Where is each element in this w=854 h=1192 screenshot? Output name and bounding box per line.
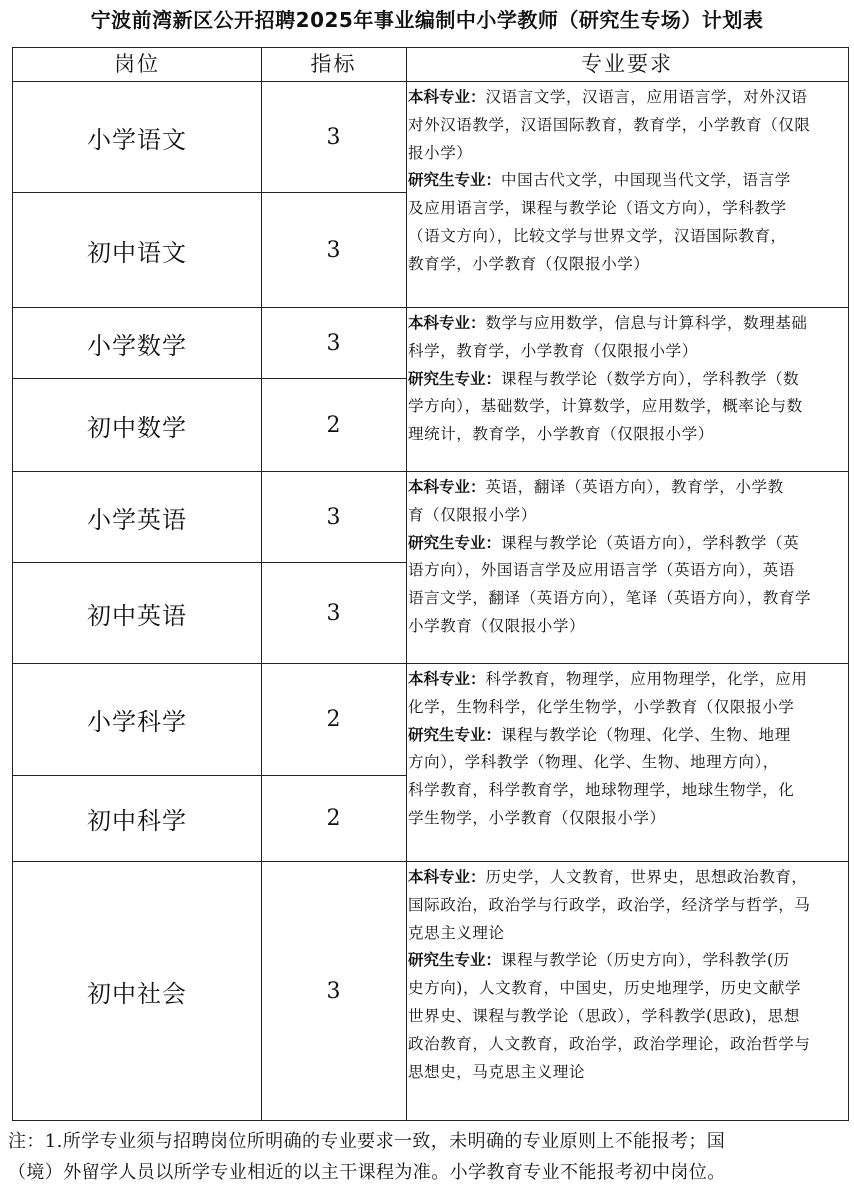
requirement-text: （语文方向），比较文学与世界文学，汉语国际教育， <box>408 226 787 245</box>
requirement-text: 英语，翻译（英语方向），教育学，小学教 <box>485 478 784 496</box>
position-cell: 小学语文 <box>87 125 187 154</box>
requirement-line <box>408 805 848 833</box>
requirement-label: 本科专业： <box>408 868 486 886</box>
requirement-label: 研究生专业： <box>408 725 502 744</box>
footnote-line: 注：1.所学专业须与招聘岗位所明确的专业要求一致，未明确的专业原则上不能报考；国 <box>8 1131 726 1152</box>
requirement-line <box>408 920 848 948</box>
requirements-cell-chinese <box>408 84 848 279</box>
requirement-line <box>408 557 848 585</box>
position-cell: 初中语文 <box>87 238 187 267</box>
requirement-text: 报小学） <box>408 143 473 162</box>
requirement-text: 小学教育（仅限报小学） <box>408 616 586 635</box>
requirement-line <box>408 585 848 613</box>
quota-cell: 2 <box>326 707 341 732</box>
requirement-text: 课程与教学论（英语方向），学科教学（英 <box>501 533 800 552</box>
requirements-cell-english <box>408 474 848 641</box>
table-rule <box>12 1120 849 1121</box>
requirement-text: 课程与教学论（数学方向），学科教学（数 <box>501 369 800 388</box>
requirement-label: 研究生专业： <box>408 369 502 388</box>
requirement-text: 汉语言文学，汉语言，应用语言学，对外汉语 <box>485 88 808 106</box>
quota-cell: 3 <box>326 237 341 263</box>
requirement-line <box>408 310 848 338</box>
requirement-line <box>408 1031 848 1059</box>
requirement-line <box>408 1059 848 1087</box>
requirement-text: 数学与应用数学，信息与计算科学，数理基础 <box>485 314 808 332</box>
requirement-line <box>408 694 848 722</box>
position-cell: 小学英语 <box>87 505 187 534</box>
position-cell: 初中数学 <box>87 413 187 442</box>
requirement-line <box>408 223 848 251</box>
header-quota: 指标 <box>310 52 357 76</box>
requirement-line <box>408 167 848 195</box>
requirement-text: 学方向），基础数学，计算数学，应用数学，概率论与数 <box>408 397 803 416</box>
requirement-label: 本科专业： <box>408 88 486 106</box>
requirements-cell-science <box>408 666 848 833</box>
requirement-text: 育（仅限报小学） <box>408 505 537 524</box>
requirement-line <box>408 892 848 920</box>
quota-cell: 3 <box>326 600 341 626</box>
quota-cell: 2 <box>326 806 341 831</box>
quota-cell: 2 <box>326 412 341 438</box>
requirement-line <box>408 421 848 449</box>
requirement-text: 课程与教学论（历史方向），学科教学(历 <box>501 951 790 970</box>
requirement-text: 中国古代文学，中国现当代文学，语言学 <box>501 171 791 190</box>
page-title: 宁波前湾新区公开招聘2025年事业编制中小学教师（研究生专场）计划表 <box>90 8 764 32</box>
requirement-line <box>408 112 848 140</box>
requirement-text: 学生物学，小学教育（仅限报小学） <box>408 808 666 827</box>
requirement-line <box>408 474 848 502</box>
requirement-line <box>408 393 848 421</box>
header-position: 岗位 <box>114 52 160 76</box>
requirement-line <box>408 502 848 530</box>
requirement-line <box>408 975 848 1003</box>
position-cell: 初中社会 <box>87 979 187 1008</box>
header-requirements: 专业要求 <box>581 52 673 76</box>
quota-cell: 3 <box>326 978 341 1004</box>
requirement-label: 本科专业： <box>408 478 486 496</box>
requirement-text: 史方向)，人文教育，中国史，历史地理学，历史文献学 <box>408 979 802 998</box>
requirement-text: 政治教育，人文教育，政治学，政治学理论，政治哲学与 <box>408 1034 811 1053</box>
requirements-cell-society <box>408 864 848 1086</box>
requirement-text: 科学教育，科学教育学，地球物理学，地球生物学，化 <box>408 781 795 800</box>
requirement-text: 对外汉语教学，汉语国际教育，教育学，小学教育（仅限 <box>408 115 811 134</box>
requirement-line <box>408 366 848 394</box>
requirement-line <box>408 140 848 168</box>
position-cell: 初中科学 <box>87 807 187 835</box>
quota-cell: 3 <box>326 330 341 356</box>
requirement-label: 研究生专业： <box>408 171 502 190</box>
requirement-text: 课程与教学论（物理、化学、生物、地理 <box>501 725 791 744</box>
table-rule <box>12 47 13 1121</box>
requirement-label: 本科专业： <box>408 314 486 332</box>
requirement-line <box>408 1003 848 1031</box>
requirement-line <box>408 195 848 223</box>
requirement-line <box>408 530 848 558</box>
requirement-text: 世界史、课程与教学论（思政），学科教学(思政)，思想 <box>408 1006 800 1025</box>
footnote-line: （境）外留学人员以所学专业相近的以主干课程为准。小学教育专业不能报考初中岗位。 <box>8 1162 726 1183</box>
requirement-line <box>408 251 848 279</box>
requirement-text: 科学教育，物理学，应用物理学，化学，应用 <box>485 670 808 688</box>
requirement-text: 语言文学，翻译（英语方向），笔译（英语方向），教育学 <box>408 589 812 608</box>
table-rule <box>406 47 407 1121</box>
requirement-line <box>408 777 848 805</box>
requirement-label: 研究生专业： <box>408 533 502 552</box>
requirement-line <box>408 84 848 112</box>
quota-cell: 3 <box>326 504 341 530</box>
position-cell: 初中英语 <box>87 601 187 630</box>
requirement-line <box>408 666 848 694</box>
requirement-line <box>408 338 848 366</box>
requirement-text: 理统计，教育学，小学教育（仅限报小学） <box>408 425 714 444</box>
requirement-text: 思想史，马克思主义理论 <box>408 1062 586 1081</box>
requirement-line <box>408 947 848 975</box>
requirement-label: 本科专业： <box>408 670 486 688</box>
requirement-text: 及应用语言学，课程与教学论（语文方向），学科教学 <box>408 199 787 218</box>
requirement-text: 历史学，人文教育，世界史，思想政治教育， <box>485 868 808 886</box>
requirement-text: 克思主义理论 <box>408 923 505 942</box>
requirement-text: 国际政治，政治学与行政学，政治学，经济学与哲学，马 <box>408 895 811 914</box>
requirement-line <box>408 864 848 892</box>
requirement-text: 科学，教育学，小学教育（仅限报小学） <box>408 341 698 360</box>
requirement-line <box>408 613 848 641</box>
position-cell: 小学科学 <box>87 708 187 736</box>
table-rule <box>848 47 849 1121</box>
footnote <box>8 1126 854 1188</box>
position-cell: 小学数学 <box>87 331 187 360</box>
requirement-text: 方向），学科教学（物理、化学、生物、地理方向）， <box>408 753 779 772</box>
quota-cell: 3 <box>326 124 341 150</box>
requirement-label: 研究生专业： <box>408 951 502 970</box>
requirement-text: 教育学，小学教育（仅限报小学） <box>408 254 650 273</box>
requirements-cell-math <box>408 310 848 449</box>
requirement-line <box>408 722 848 750</box>
requirement-line <box>408 749 848 777</box>
requirement-text: 化学，生物科学，化学生物学，小学教育（仅限报小学 <box>408 697 795 716</box>
requirement-text: 语方向），外国语言学及应用语言学（英语方向），英语 <box>408 561 796 580</box>
